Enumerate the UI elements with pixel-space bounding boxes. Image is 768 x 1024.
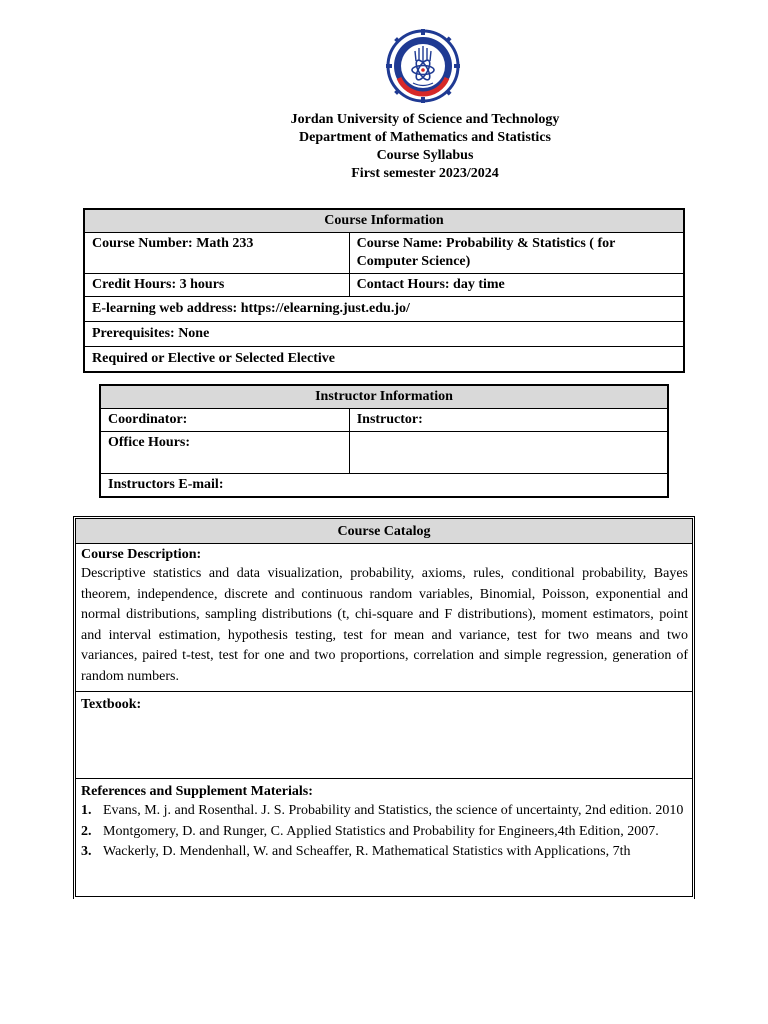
- textbook-section: [74, 692, 694, 778]
- course-information-title: Course Information: [84, 209, 684, 233]
- document-title: Course Syllabus: [376, 148, 474, 163]
- reference-text: Montgomery, D. and Runger, C. Applied Statistics and Probability for Engineers,4th Edition, 2007.: [103, 823, 659, 839]
- textbook-label: Textbook:: [81, 697, 142, 712]
- instructor-information-title: Instructor Information: [100, 385, 668, 409]
- instructor-label: Instructor:: [349, 409, 668, 432]
- prerequisites: Prerequisites: None: [84, 322, 684, 347]
- references-section: [74, 779, 694, 863]
- document-header: [220, 111, 630, 183]
- university-name: Jordan University of Science and Technology: [290, 112, 560, 127]
- course-description-section: [74, 544, 694, 691]
- coordinator-label: Coordinator:: [100, 409, 349, 432]
- reference-text: Evans, M. j. and Rosenthal. J. S. Probability and Statistics, the science of uncertainty, 2nd edition. 2010: [103, 803, 684, 818]
- list-item: [81, 822, 688, 843]
- course-catalog-box: [73, 516, 695, 899]
- contact-hours: Contact Hours: day time: [349, 274, 684, 297]
- office-hours-value: [349, 432, 668, 474]
- references-label: References and Supplement Materials:: [81, 784, 313, 799]
- elearning-address: E-learning web address: https://elearning.just.edu.jo/: [84, 297, 684, 322]
- list-item: [81, 801, 688, 822]
- university-seal-logo: [386, 28, 460, 104]
- semester-label: First semester 2023/2024: [351, 166, 499, 181]
- reference-text: Wackerly, D. Mendenhall, W. and Scheaffer, R. Mathematical Statistics with Applications, 7th: [103, 844, 631, 859]
- instructor-email-label: Instructors E-mail:: [100, 474, 668, 498]
- elective-type: Required or Elective or Selected Elective: [84, 347, 684, 373]
- references-list: [81, 801, 688, 863]
- department-name: Department of Mathematics and Statistics: [299, 130, 551, 145]
- reference-number: 2.: [81, 823, 92, 839]
- instructor-information-table: [99, 384, 669, 498]
- course-information-table: [83, 208, 685, 373]
- course-name: Course Name: Probability & Statistics ( for Computer Science): [349, 233, 684, 274]
- course-description-label: Course Description:: [81, 547, 202, 562]
- reference-number: 3.: [81, 844, 92, 859]
- course-description-text: Descriptive statistics and data visualization, probability, axioms, rules, conditional probability, Bayes theorem, independence, discrete and continuous random variables, Binomial, Poisson, exponential and normal distributions, sampling distributions (t, chi-square and F distributions), moment estimators, point and interval estimation, hypothesis testing, test for mean and variance, test for two means and two variances, paired t-test, test for one and two proportions, correlation and simple regression, generation of random numbers.: [81, 566, 688, 684]
- reference-number: 1.: [81, 803, 92, 818]
- office-hours-label: Office Hours:: [100, 432, 349, 474]
- credit-hours: Credit Hours: 3 hours: [84, 274, 349, 297]
- course-catalog-title: Course Catalog: [76, 519, 692, 544]
- course-number: Course Number: Math 233: [84, 233, 349, 274]
- list-item: [81, 842, 688, 863]
